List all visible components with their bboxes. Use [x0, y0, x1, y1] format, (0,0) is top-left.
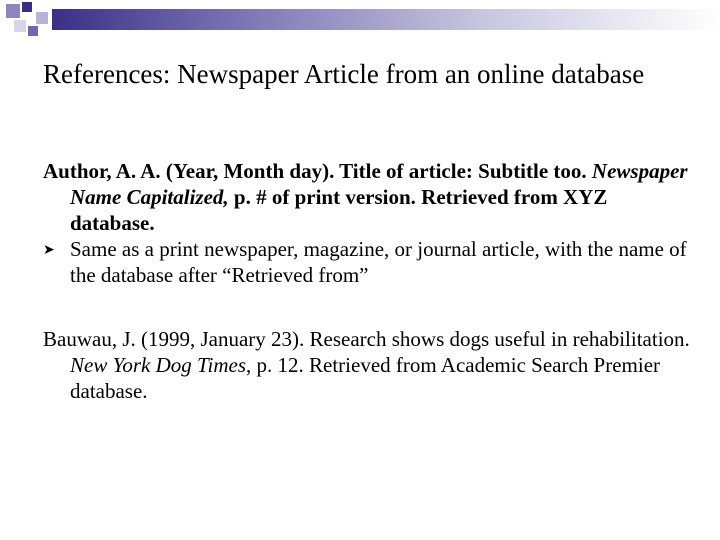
format-source: Newspaper Name Capitalized, [70, 159, 688, 209]
example-tail: , p. 12. Retrieved from Academic Search Premier database. [70, 353, 661, 403]
example-source: New York Dog Times [70, 353, 247, 377]
arrow-bullet-icon: ➤ [43, 242, 55, 258]
decor-square [6, 4, 20, 18]
header-gradient-bar [52, 9, 720, 30]
format-tail: p. # of print version. Retrieved from XYZ database. [70, 185, 608, 235]
slide-content [43, 158, 693, 404]
decor-square [36, 12, 48, 24]
decor-square [28, 26, 38, 36]
format-lead: Author, A. A. (Year, Month day). Title of article: Subtitle too. [43, 159, 592, 183]
bullet-item [43, 236, 693, 288]
example-lead: Bauwau, J. (1999, January 23). Research shows dogs useful in rehabilitation. [43, 327, 690, 351]
citation-example [43, 326, 693, 404]
decor-square [22, 2, 32, 12]
decor-square [14, 20, 26, 32]
page-title: References: Newspaper Article from an online database [43, 59, 645, 89]
bullet-text: Same as a print newspaper, magazine, or journal article, with the name of the database after “Retrieved from” [70, 237, 687, 287]
header-decoration [0, 0, 720, 46]
citation-format [43, 158, 693, 236]
